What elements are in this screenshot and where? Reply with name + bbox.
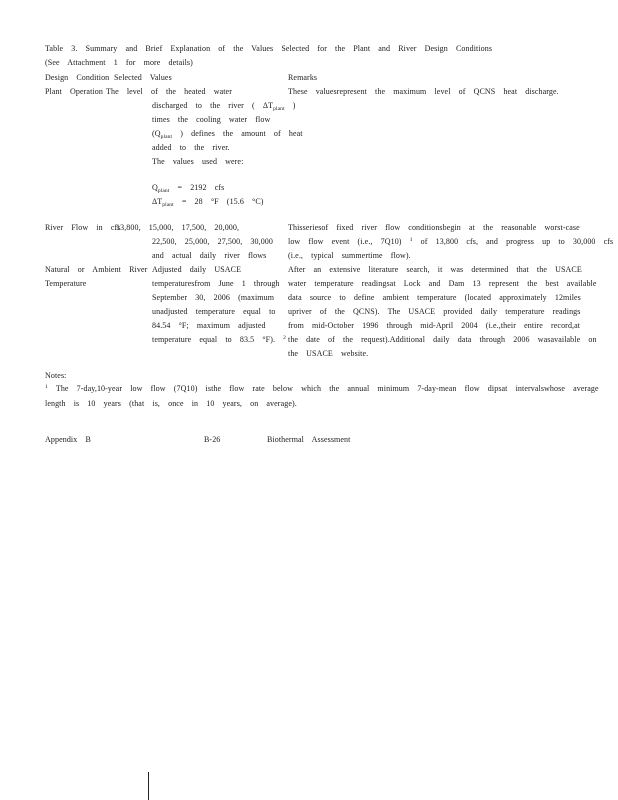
footnote-line: $^1$ The 7-day,10-year low flow (7Q10) isthe flow rate below which the annual minimum 7-day-mean flow dipsat intervalswhose average — [45, 384, 599, 393]
river-flow-remarks-line: low flow event (i.e., 7Q10) $^1$ of 13,800 cfs, and progress up to 30,000 cfs — [288, 237, 614, 246]
table-see-note: (See Attachment 1 for more details) — [45, 58, 193, 67]
header-remarks: Remarks — [288, 73, 318, 82]
notes-heading: Notes: — [45, 371, 67, 380]
ambient-values-line: unadjusted temperature equal to — [152, 307, 276, 316]
plant-eq-flow: $Q_{plant} = 2192$ cfs — [152, 183, 225, 194]
plant-values-line: discharged to the river ( $\Delta T_{plant}$ ) — [152, 101, 296, 112]
table-caption: Table 3. Summary and Brief Explanation of the Values Selected for the Plant and River Design Conditions — [45, 44, 493, 53]
ambient-values-line: temperaturesfrom June 1 through — [152, 279, 280, 288]
ambient-values-line: temperature equal to 83.5 °F). $^2$ — [152, 335, 287, 344]
plant-values-line: times the cooling water flow — [152, 115, 271, 124]
ambient-values-line: 84.54 °F; maximum adjusted — [152, 321, 266, 330]
plant-values-line: ($Q_{plant}$ ) defines the amount of heat — [152, 129, 303, 140]
header-design-condition: Design Condition — [45, 73, 110, 82]
river-flow-values-line: 22,500, 25,000, 27,500, 30,000 — [152, 237, 273, 246]
header-selected-values: Selected Values — [114, 73, 172, 82]
page-rule — [148, 772, 149, 800]
ambient-remarks-line: upriver of the QCNS). The USACE provided daily temperature readings — [288, 307, 581, 316]
row-ambient-temp-condition: Natural or Ambient River — [45, 265, 148, 274]
ambient-remarks-line: After an extensive literature search, it was determined that the USACE — [288, 265, 582, 274]
row-plant-operation-condition: Plant Operation — [45, 87, 103, 96]
plant-values-line: added to the river. — [152, 143, 230, 152]
plant-eq-delta-t: $\Delta T_{plant} = 28$ °F (15.6 °C) — [152, 197, 264, 208]
row-ambient-temp-condition: Temperature — [45, 279, 87, 288]
river-flow-values-line: and actual daily river flows — [152, 251, 267, 260]
ambient-remarks-line: the USACE website. — [288, 349, 369, 358]
plant-remarks: These valuesrepresent the maximum level of QCNS heat discharge. — [288, 87, 559, 96]
ambient-remarks-line: water temperature readingsat Lock and Dam 13 represent the best available — [288, 279, 597, 288]
river-flow-remarks-line: (i.e., typical summertime flow). — [288, 251, 411, 260]
ambient-values-line: Adjusted daily USACE — [152, 265, 242, 274]
footer-appendix: Appendix B — [45, 435, 91, 444]
plant-values-line: The values used were: — [152, 157, 244, 166]
ambient-remarks-line: from mid-October 1996 through mid-April 2004 (i.e.,their entire record,at — [288, 321, 581, 330]
footer-page-number: B-26 — [204, 435, 221, 444]
plant-values-line: The level of the heated water — [106, 87, 232, 96]
ambient-values-line: September 30, 2006 (maximum — [152, 293, 275, 302]
footnote-line: length is 10 years (that is, once in 10 years, on average). — [45, 399, 297, 408]
ambient-remarks-line: data source to define ambient temperature (located approximately 12miles — [288, 293, 581, 302]
river-flow-values-line: 13,800, 15,000, 17,500, 20,000, — [116, 223, 240, 232]
river-flow-remarks-line: Thisseriesof fixed river flow conditionsbegin at the reasonable worst-case — [288, 223, 580, 232]
row-river-flow-condition: River Flow in cfs — [45, 223, 121, 232]
ambient-remarks-line: the date of the request).Additional daily data through 2006 wasavailable on — [288, 335, 597, 344]
footer-title: Biothermal Assessment — [267, 435, 351, 444]
